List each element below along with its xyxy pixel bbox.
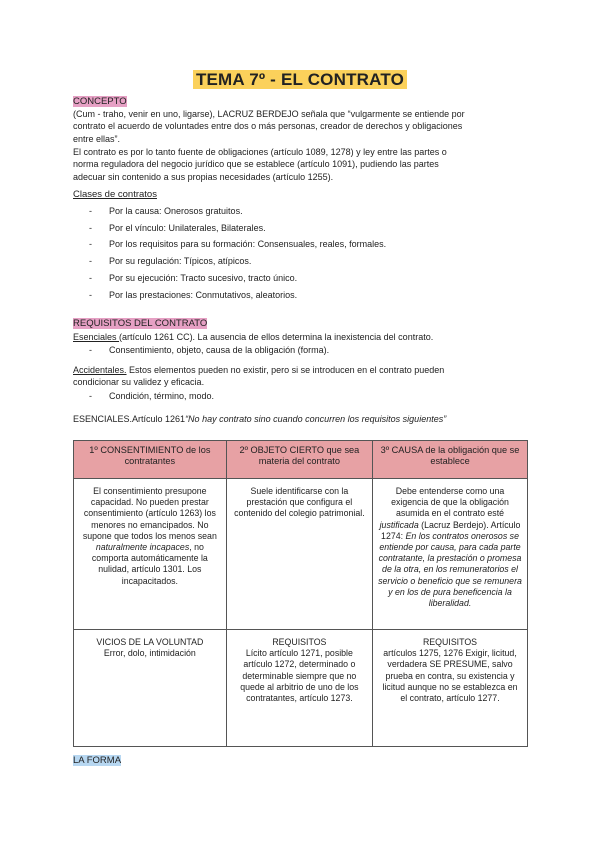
forma-heading: LA FORMA (73, 755, 122, 766)
esenciales-article: ESENCIALES.Artículo 1261“No hay contrato sino cuando concurren los requisitos siguientes” (73, 414, 447, 424)
requisitos-heading: REQUISITOS DEL CONTRATO (73, 318, 208, 329)
list-item: - Por la causa: Onerosos gratuitos. (73, 203, 386, 220)
list-item: - Por el vínculo: Unilaterales, Bilaterales. (73, 220, 386, 237)
requisitos-table (73, 440, 528, 747)
list-item: - Por su ejecución: Tracto sucesivo, tracto único. (73, 270, 386, 287)
table-header: 3º CAUSA de la obligación que se establece (373, 441, 528, 479)
table-header: 2º OBJETO CIERTO que sea materia del contrato (226, 441, 372, 479)
list-item: - Consentimiento, objeto, causa de la obligación (forma). (73, 344, 329, 356)
esenciales-line: Esenciales (artículo 1261 CC). La ausencia de ellos determina la inexistencia del contrato. (73, 332, 434, 342)
list-item: - Por su regulación: Típicos, atípicos. (73, 253, 386, 270)
list-item: - Condición, término, modo. (73, 390, 214, 402)
table-row (74, 630, 528, 747)
table-cell: Suele identificarse con la prestación que configura el contenido del colegio patrimonial. (226, 479, 372, 630)
concepto-paragraph-2: El contrato es por lo tanto fuente de obligaciones (artículo 1089, 1278) y ley entre las partes o norma reguladora del negocio jurídico que se establece (artículo 1091), pudiendo las partes adecuar sin contenido a sus propias necesidades (artículo 1255). (73, 147, 447, 182)
concepto-heading: CONCEPTO (73, 96, 127, 107)
clases-list (73, 203, 386, 303)
table-cell: VICIOS DE LA VOLUNTAD Error, dolo, intimidación (74, 630, 227, 747)
table-cell: El consentimiento presupone capacidad. No pueden prestar consentimiento (artículo 1263) los menores no emancipados. No supone que todos los menos sean naturalmente incapaces, no comporta automáticamente la nulidad, artículo 1301. Los incapacitados. (74, 479, 227, 630)
table-header: 1º CONSENTIMIENTO de los contratantes (74, 441, 227, 479)
accidentales-paragraph: Accidentales. Estos elementos pueden no existir, pero si se introducen en el contrato pueden condicionar su validez y eficacia. (73, 365, 445, 388)
esenciales-list (73, 344, 329, 356)
table-cell: REQUISITOS Lícito artículo 1271, posible artículo 1272, determinado o determinable siempre que no quede al arbitrio de uno de los contratantes, artículo 1273. (226, 630, 372, 747)
accidentales-list (73, 390, 214, 402)
clases-heading: Clases de contratos (73, 189, 157, 200)
list-item: - Por las prestaciones: Conmutativos, aleatorios. (73, 287, 386, 304)
table-header-row (74, 441, 528, 479)
table-row (74, 479, 528, 630)
table-cell: Debe entenderse como una exigencia de que la obligación asumida en el contrato esté justificada (Lacruz Berdejo). Artículo 1274: En los contratos onerosos se entiende por causa, para cada parte contratante, la prestación o promesa de la otra, en los remuneratorios el servicio o beneficio que se remunera y en los de pura beneficencia la liberalidad. (373, 479, 528, 630)
page-title: TEMA 7º - EL CONTRATO (0, 70, 600, 90)
concepto-paragraph: (Cum - traho, venir en uno, ligarse), LACRUZ BERDEJO señala que “vulgarmente se entiende por contrato el acuerdo de voluntades entre dos o más personas, creador de derechos y obligaciones entre ellas”. (73, 109, 465, 144)
list-item: - Por los requisitos para su formación: Consensuales, reales, formales. (73, 236, 386, 253)
table-cell: REQUISITOS artículos 1275, 1276 Exigir, licitud, verdadera SE PRESUME, salvo prueba en contra, su existencia y licitud aunque no se establezca en el contrato, artículo 1277. (373, 630, 528, 747)
